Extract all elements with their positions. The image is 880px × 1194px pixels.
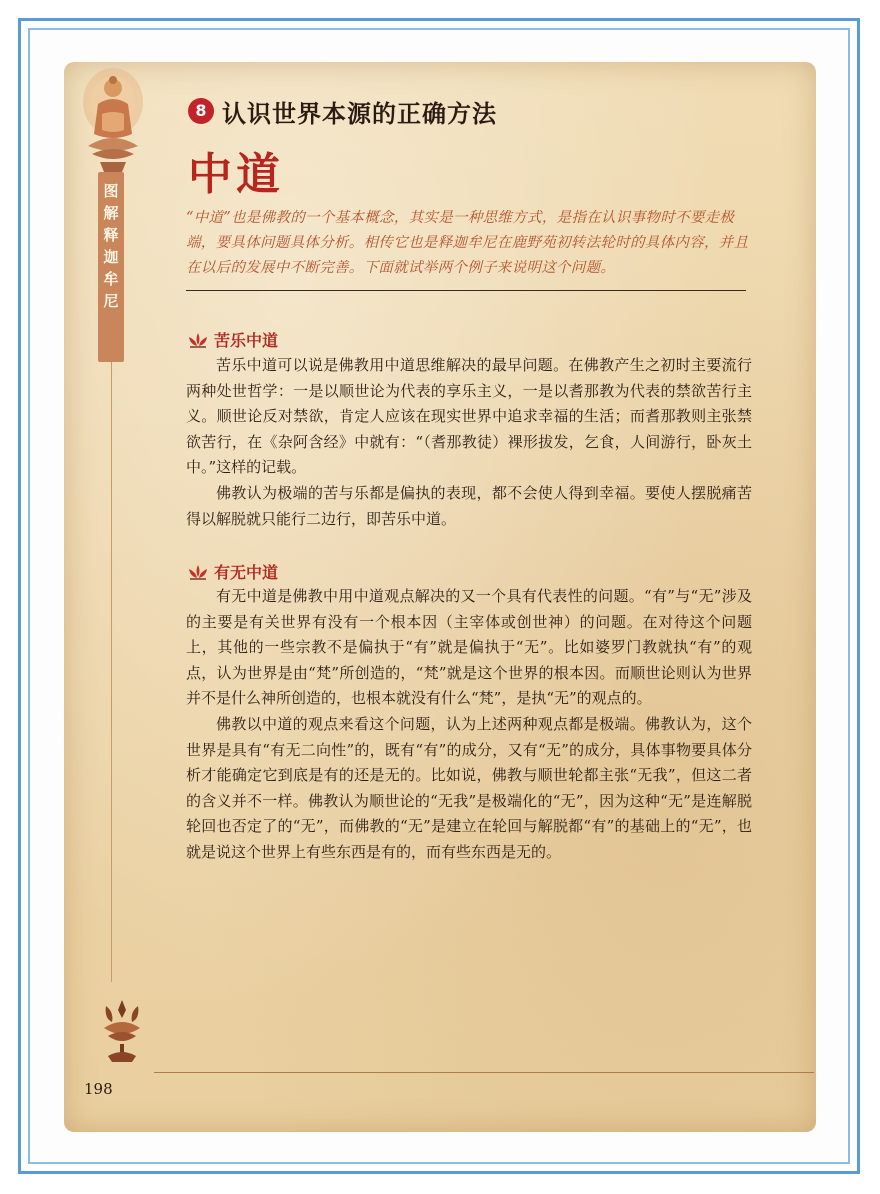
paragraph: 苦乐中道可以说是佛教用中道思维解决的最早问题。在佛教产生之初时主要流行两种处世哲学：一是以顺世论为代表的享乐主义，一是以耆那教为代表的禁欲苦行主义。顺世论反对禁欲，肯定人应该在现实世界中追求幸福的生活；而耆那教则主张禁欲苦行，在《杂阿含经》中就有：“（耆那教徒）裸形拔发，乞食，人间游行，卧灰土中。”这样的记载。 (186, 356, 752, 477)
intro-divider (186, 290, 746, 291)
section-number-badge: 8 (188, 98, 214, 124)
subheading-youwu: 有无中道 (186, 560, 278, 583)
lotus-icon (186, 563, 210, 581)
section-kule-body (186, 353, 752, 532)
sidebar-rule (111, 362, 112, 982)
book-page (64, 62, 816, 1132)
lotus-ornament-icon (98, 996, 146, 1066)
lotus-icon (186, 331, 210, 349)
section-youwu-body (186, 584, 752, 866)
subheading-kule: 苦乐中道 (186, 328, 278, 351)
footer-rule (154, 1072, 814, 1073)
section-title: 认识世界本源的正确方法 (222, 100, 497, 128)
paragraph: 佛教认为极端的苦与乐都是偏执的表现，都不会使人得到幸福。要使人摆脱痛苦得以解脱就只能行二边行，即苦乐中道。 (186, 483, 752, 528)
page-number: 198 (84, 1080, 113, 1098)
intro-paragraph: “中道”也是佛教的一个基本概念，其实是一种思维方式，是指在认识事物时不要走极端，要具体问题具体分析。相传它也是释迦牟尼在鹿野苑初转法轮时的具体内容，并且在以后的发展中不断完善。下面就试举两个例子来说明这个问题。 (186, 210, 749, 276)
page-title: 中道 (188, 149, 284, 200)
sidebar-book-title: 图解释迦牟尼 (103, 182, 119, 310)
buddha-figure-icon (78, 64, 148, 174)
paragraph: 有无中道是佛教中用中道观点解决的又一个具有代表性的问题。“有”与“无”涉及的主要是有关世界有没有一个根本因（主宰体或创世神）的问题。在对待这个问题上，其他的一些宗教不是偏执于“有”就是偏执于“无”。比如婆罗门教就执“有”的观点，认为世界是由“梵”所创造的，“梵”就是这个世界的根本因。而顺世论则认为世界并不是什么神所创造的，也根本就没有什么“梵”，是执“无”的观点的。 (186, 587, 752, 708)
paragraph: 佛教以中道的观点来看这个问题，认为上述两种观点都是极端。佛教认为，这个世界是具有“有无二向性”的，既有“有”的成分，又有“无”的成分，具体事物要具体分析才能确定它到底是有的还是无的。比如说，佛教与顺世轮都主张“无我”，但这二者的含义并不一样。佛教认为顺世论的“无我”是极端化的“无”，因为这种“无”是连解脱轮回也否定了的“无”，而佛教的“无”是建立在轮回与解脱都“有”的基础上的“无”，也就是说这个世界上有些东西是有的，而有些东西是无的。 (186, 714, 752, 861)
